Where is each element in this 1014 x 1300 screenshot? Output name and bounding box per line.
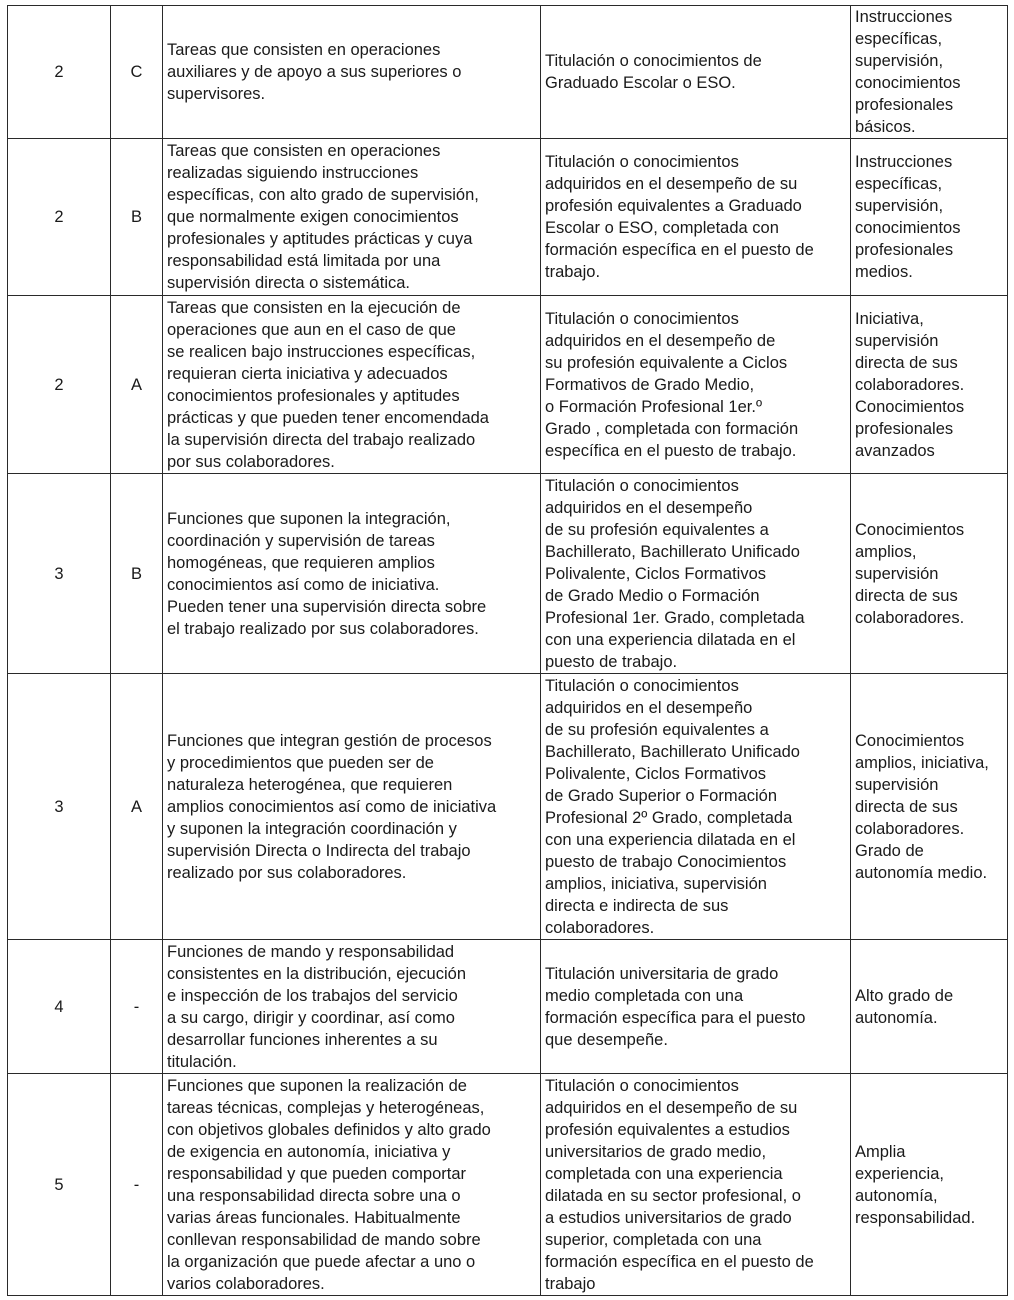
table-row [8,296,1008,474]
requisitos-cell: Iniciativa, supervisión directa de sus colaboradores. Conocimientos profesionales avanzados [851,296,1008,474]
grupo-cell: 2 [8,139,111,296]
grupo-cell: 4 [8,940,111,1074]
grupo-cell: 3 [8,674,111,940]
nivel-cell: A [111,296,163,474]
requisitos-cell: Instrucciones específicas, supervisión, conocimientos profesionales medios. [851,139,1008,296]
funciones-cell: Funciones de mando y responsabilidad consistentes en la distribución, ejecución e inspección de los trabajos del servicio a su cargo, dirigir y coordinar, así como desarrollar funciones inherentes a su titulación. [163,940,541,1074]
requisitos-cell: Conocimientos amplios, iniciativa, supervisión directa de sus colaboradores. Grado de autonomía medio. [851,674,1008,940]
formacion-cell: Titulación o conocimientos adquiridos en el desempeño de su profesión equivalente a Ciclos Formativos de Grado Medio, o Formación Profesional 1er.º Grado , completada con formación específica en el puesto de trabajo. [541,296,851,474]
grupo-cell: 3 [8,474,111,674]
nivel-cell: B [111,139,163,296]
grupo-cell: 2 [8,6,111,139]
funciones-cell: Funciones que suponen la realización de tareas técnicas, complejas y heterogéneas, con objetivos globales definidos y alto grado de exigencia en autonomía, iniciativa y responsabilidad y que pueden comportar una responsabilidad directa sobre una o varias áreas funcionales. Habitualmente conllevan responsabilidad de mando sobre la organización que puede afectar a uno o varios colaboradores. [163,1074,541,1296]
grupo-cell: 5 [8,1074,111,1296]
nivel-cell: A [111,674,163,940]
requisitos-cell: Conocimientos amplios, supervisión directa de sus colaboradores. [851,474,1008,674]
funciones-cell: Tareas que consisten en operaciones auxiliares y de apoyo a sus superiores o supervisores. [163,6,541,139]
formacion-cell: Titulación o conocimientos adquiridos en el desempeño de su profesión equivalentes a Bachillerato, Bachillerato Unificado Polivalente, Ciclos Formativos de Grado Medio o Formación Profesional 1er. Grado, completada con una experiencia dilatada en el puesto de trabajo. [541,474,851,674]
table-row [8,940,1008,1074]
table-row [8,1074,1008,1296]
categories-table [7,5,1008,1296]
formacion-cell: Titulación universitaria de grado medio completada con una formación específica para el puesto que desempeñe. [541,940,851,1074]
table-row [8,474,1008,674]
nivel-cell: - [111,940,163,1074]
table-row [8,139,1008,296]
formacion-cell: Titulación o conocimientos adquiridos en el desempeño de su profesión equivalentes a Graduado Escolar o ESO, completada con formación específica en el puesto de trabajo. [541,139,851,296]
grupo-cell: 2 [8,296,111,474]
requisitos-cell: Instrucciones específicas, supervisión, conocimientos profesionales básicos. [851,6,1008,139]
nivel-cell: - [111,1074,163,1296]
funciones-cell: Tareas que consisten en operaciones realizadas siguiendo instrucciones específicas, con alto grado de supervisión, que normalmente exigen conocimientos profesionales y aptitudes prácticas y cuya responsabilidad está limitada por una supervisión directa o sistemática. [163,139,541,296]
funciones-cell: Funciones que integran gestión de procesos y procedimientos que pueden ser de naturaleza heterogénea, que requieren amplios conocimientos así como de iniciativa y suponen la integración coordinación y supervisión Directa o Indirecta del trabajo realizado por sus colaboradores. [163,674,541,940]
table-row [8,6,1008,139]
table-row [8,674,1008,940]
funciones-cell: Tareas que consisten en la ejecución de operaciones que aun en el caso de que se realicen bajo instrucciones específicas, requieran cierta iniciativa y adecuados conocimientos profesionales y aptitudes prácticas y que pueden tener encomendada la supervisión directa del trabajo realizado por sus colaboradores. [163,296,541,474]
formacion-cell: Titulación o conocimientos adquiridos en el desempeño de su profesión equivalentes a Bachillerato, Bachillerato Unificado Polivalente, Ciclos Formativos de Grado Superior o Formación Profesional 2º Grado, completada con una experiencia dilatada en el puesto de trabajo Conocimientos amplios, iniciativa, supervisión directa e indirecta de sus colaboradores. [541,674,851,940]
formacion-cell: Titulación o conocimientos de Graduado Escolar o ESO. [541,6,851,139]
formacion-cell: Titulación o conocimientos adquiridos en el desempeño de su profesión equivalentes a estudios universitarios de grado medio, completada con una experiencia dilatada en su sector profesional, o a estudios universitarios de grado superior, completada con una formación específica en el puesto de trabajo [541,1074,851,1296]
nivel-cell: C [111,6,163,139]
requisitos-cell: Alto grado de autonomía. [851,940,1008,1074]
requisitos-cell: Amplia experiencia, autonomía, responsabilidad. [851,1074,1008,1296]
funciones-cell: Funciones que suponen la integración, coordinación y supervisión de tareas homogéneas, que requieren amplios conocimientos así como de iniciativa. Pueden tener una supervisión directa sobre el trabajo realizado por sus colaboradores. [163,474,541,674]
nivel-cell: B [111,474,163,674]
